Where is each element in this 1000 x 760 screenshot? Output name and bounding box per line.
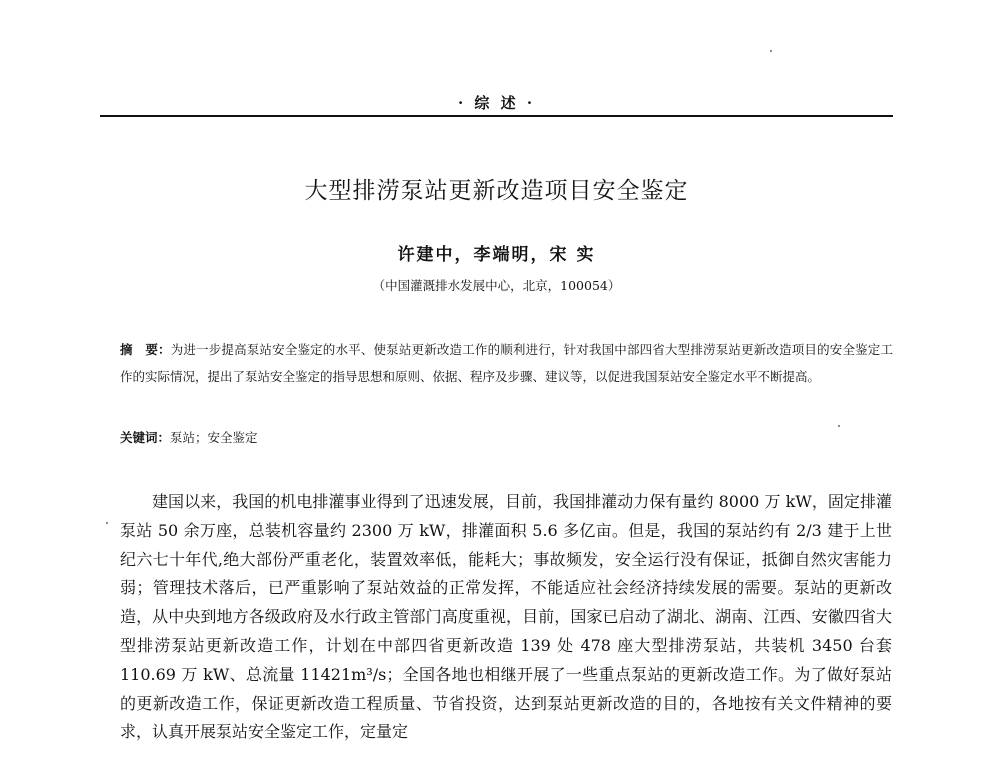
authors: 许建中，李端明，宋 实 (397, 245, 596, 265)
section-header: · 综 述 · (457, 94, 536, 112)
abstract-label: 摘 要： (120, 342, 171, 357)
affiliation: （中国灌溉排水发展中心，北京，100054） (372, 278, 621, 293)
header-rule (100, 115, 893, 117)
scan-speck (770, 50, 772, 52)
paper-title: 大型排涝泵站更新改造项目安全鉴定 (304, 178, 689, 204)
abstract (120, 337, 893, 390)
body-paragraph: 建国以来，我国的机电排灌事业得到了迅速发展，目前，我国排灌动力保有量约 8000 万 kW，固定排灌泵站 50 余万座，总装机容量约 2300 万 kW，排灌面积 5.6 多亿亩。但是，我国的泵站约有 2/3 建于上世纪六七十年代,绝大部份严重老化，装置效率低，能耗大；事故频发，安全运行没有保证，抵御自然灾害能力弱；管理技术落后，已严重影响了泵站效益的正常发挥，不能适应社会经济持续发展的需要。泵站的更新改造，从中央到地方各级政府及水行政主管部门高度重视，目前，国家已启动了湖北、湖南、江西、安徽四省大型排涝泵站更新改造工作，计划在中部四省更新改造 139 处 478 座大型排涝泵站，共装机 3450 台套 110.69 万 kW、总流量 11421m³/s；全国各地也相继开展了一些重点泵站的更新改造工作。为了做好泵站的更新改造工作，保证更新改造工程质量、节省投资，达到泵站更新改造的目的，各地按有关文件精神的要求，认真开展泵站安全鉴定工作，定量定 (120, 492, 892, 742)
keywords-text: 泵站；安全鉴定 (170, 430, 258, 445)
scan-speck (106, 522, 108, 524)
scan-speck (838, 425, 840, 427)
abstract-text: 为进一步提高泵站安全鉴定的水平、使泵站更新改造工作的顺利进行，针对我国中部四省大型排涝泵站更新改造项目的安全鉴定工作的实际情况，提出了泵站安全鉴定的指导思想和原则、依据、程序及步骤、建议等，以促进我国泵站安全鉴定水平不断提高。 (120, 342, 893, 384)
keywords-label: 关键词： (120, 430, 171, 445)
keywords (120, 425, 893, 451)
